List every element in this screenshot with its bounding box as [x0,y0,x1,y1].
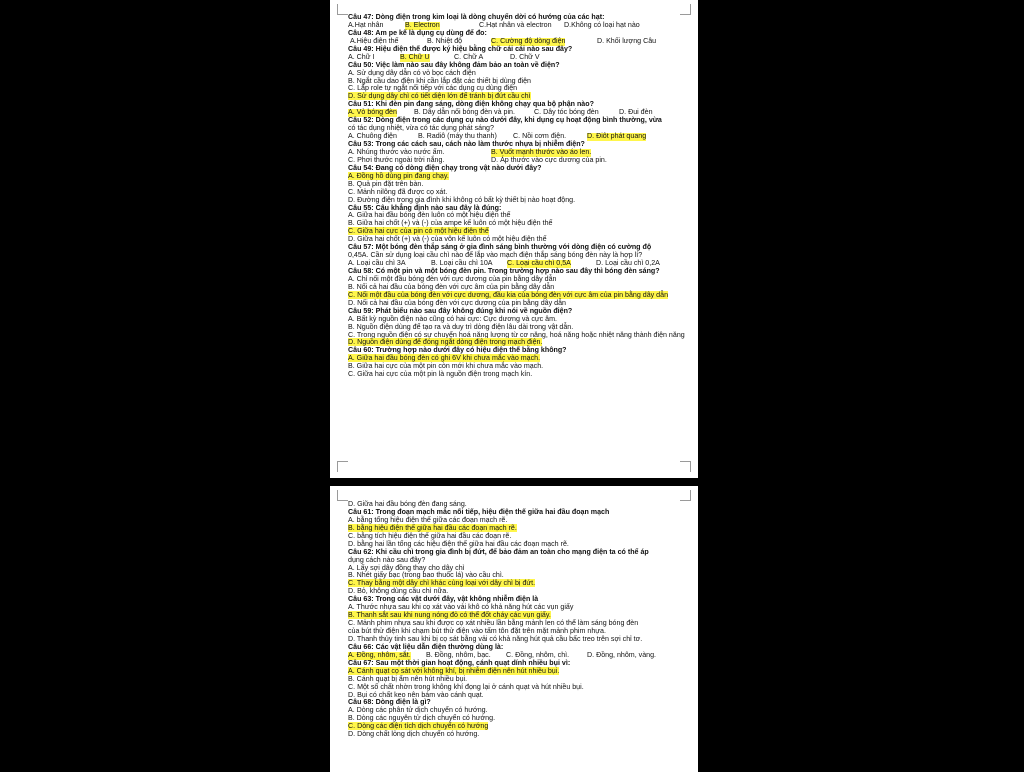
option-b: B. Nguồn điện dùng để tạo ra và duy trì dòng điện lâu dài trong vật dẫn. [348,322,574,331]
option-d: D. Khối lượng Câu [597,36,657,45]
option-b: B. Loại cầu chì 10A [431,259,493,268]
option-b: B. Giữa hai chốt (+) và (-) của ampe kế luôn có một hiệu điện thế [348,219,553,228]
question-53: Câu 53: Trong các cách sau, cách nào làm thước nhựa bị nhiễm điện? [348,140,585,148]
option-c: C. Lắp role tự ngắt nối tiếp với các dụng cụ dùng điện [348,84,518,93]
option-b: B. Giữa hai cực của một pin còn mới khi chưa mắc vào mạch. [348,362,544,371]
option-a: A. Sử dụng dây dẫn có vỏ bọc cách điện [348,68,476,77]
option-c: C. Chữ A [454,52,484,61]
question-49: Câu 49: Hiệu điện thế được ký hiệu bằng chữ cái cái nào sau đây? [348,44,573,53]
option-a: A. Dòng các phân tử dịch chuyển có hướng. [348,706,488,715]
document-page-2 [330,486,698,772]
crop-mark [337,461,348,472]
option-d: D. Đui đèn [619,108,653,117]
option-d: D. Dòng chất lỏng dịch chuyển có hướng. [348,730,480,739]
crop-mark [680,490,691,501]
option-c: C. Mảnh nilông đã được cọ xát. [348,187,448,196]
option-d: D.Không có loại hạt nào [564,20,640,29]
question-63: Câu 63: Trong các vật dưới đây, vật không nhiễm điện là [348,595,539,604]
option-a: A. Chỉ nối một đầu bóng đèn với cực dương của pin bằng dây dẫn [348,274,557,283]
question-51: Câu 51: Khi đèn pin đang sáng, dòng điện không chạy qua bộ phận nào? [348,100,594,109]
option-a: A.Hạt nhân [348,20,384,29]
option-c: C. Dây tóc bóng đèn [534,108,599,117]
option-b: B. Cánh quạt bị ẩm nên hút nhiều bụi. [348,674,468,683]
option-b: B. Ngắt cầu dao điện khi cần lắp đặt các thiết bị dùng điện [348,76,531,85]
option-a-answer: A. Đồng hồ dùng pin đang chạy. [348,171,449,180]
option-b: B. Quả pin đặt trên bàn. [348,179,424,188]
option-a-answer: A. Vỏ bóng đèn [348,108,397,117]
option-d: D. Giữa hai đầu bóng đèn đang sáng. [348,500,467,508]
option-a: A. Giữa hai đầu bóng đèn luôn có một hiệu điện thế [348,211,511,220]
option-c: C. Phơi thước ngoài trời nắng. [348,155,445,164]
option-b-answer: B. bằng hiệu điện thế giữa hai đầu các đoạn mạch rẽ. [348,523,517,532]
question-54: Câu 54: Đang có dòng điện chạy trong vật nào dưới đây? [348,163,542,172]
option-d: D. Đồng, nhôm, vàng. [587,650,657,659]
option-b-answer: B. Electron [405,20,440,29]
option-c-cont: của bút thử điện khi chạm bút thử điện vào tấm tôn đặt trên mặt mảnh phim nhựa. [348,627,606,635]
option-d-answer: D. Điôt phát quang [587,132,647,141]
option-d: D. Nối cả hai đầu của bóng đèn với cực dương của pin bằng dây dẫn [348,298,566,307]
option-c-answer: C. Nối một đầu của bóng đèn với cực dương, đầu kia của bóng đèn với cực âm của pin bằng dây dẫn [348,290,669,299]
option-c-answer: C. Cường độ dòng điện [491,36,566,45]
option-a: A. Lấy sợi dây đồng thay cho dây chì [348,563,465,572]
page-1-content [348,14,690,379]
crop-mark [337,4,348,15]
document-page-1 [330,0,698,478]
option-a-answer: A. Cánh quạt cọ sát với không khí, bị nhiễm điện nên hút nhiều bụi. [348,666,560,675]
option-c-answer: C. Dòng các điện tích dịch chuyển có hướng [348,722,489,731]
option-b: B. Radiô (máy thu thanh) [418,132,497,141]
option-d: D. Loại cầu chì 0,2A [596,259,660,268]
option-d-answer: D. Sử dụng dây chì có tiết diện lớn để tránh bị đứt cầu chì [348,92,531,101]
question-59: Câu 59: Phát biểu nào sau đây không đúng khi nói về nguồn điện? [348,306,573,315]
question-52: Câu 52: Dòng điện trong các dụng cụ nào dưới đây, khi dụng cụ hoạt động bình thường, vừa [348,116,662,125]
question-66: Câu 66: Các vật liệu dẫn điện thường dùng là: [348,642,504,651]
option-d: D. bằng hai lần tổng các hiệu điện thế giữa hai đầu các đoạn mạch rẽ. [348,539,569,548]
option-b-answer: B. Thanh sắt sau khi nung nóng đỏ có thể đốt cháy các vụn giấy. [348,611,551,620]
question-58: Câu 58: Có một pin và một bóng đèn pin. Trong trường hợp nào sau đây thì bóng đèn sáng? [348,267,660,275]
option-d: D. Đường điện trong gia đình khi không có bất kỳ thiết bị nào hoạt động. [348,195,576,204]
option-a: A.Hiệu điện thế [350,36,399,45]
option-b: B. Dây dẫn nối bóng đèn và pin. [414,108,515,117]
option-a: A. Thước nhựa sau khi cọ xát vào vải khô có khả năng hút các vụn giấy [348,603,574,612]
option-c: C. Nồi cơm điện. [513,132,567,141]
option-b-answer: B. Vuốt mạnh thước vào áo len. [491,147,592,156]
question-47: Câu 47: Dòng điện trong kim loại là dòng chuyển dời có hướng của các hạt: [348,13,605,21]
option-c: C.Hạt nhân và electron [479,20,552,29]
option-a: A. Chuông điện [348,132,397,141]
option-b: B. Dòng các nguyên tử dịch chuyển có hướng. [348,714,496,723]
question-55: Câu 55: Câu khẳng định nào sau đây là đúng: [348,203,502,212]
option-d: D. Giữa hai chốt (+) và (-) của vôn kế luôn có một hiệu điện thế [348,235,547,244]
page-2-content [348,501,690,739]
option-a: A. bằng tổng hiệu điện thế giữa các đoạn mạch rẽ. [348,515,508,524]
option-b: B. Nối cả hai đầu của bóng đèn với cực âm của pin bằng dây dẫn [348,282,555,291]
option-b-answer: B. Chữ U [400,52,430,61]
option-c-answer: C. Loại cầu chì 0,5A [507,259,571,268]
option-a: A. Nhúng thước vào nước ấm. [348,147,445,156]
question-57: Câu 57: Một bóng đèn thắp sáng ở gia đình sáng bình thường với dòng điện có cường độ [348,243,652,252]
question-48: Câu 48: Am pe kế là dụng cụ dùng để đo: [348,28,487,37]
option-a: A. Chữ I [348,52,375,61]
option-a: A. Bất kỳ nguồn điện nào cũng có hai cực: Cực dương và cực âm. [348,314,557,323]
crop-mark [680,461,691,472]
option-c: C. bằng tích hiệu điện thế giữa hai đầu các đoạn rẽ. [348,531,512,540]
option-d-answer: D. Nguồn điện dùng để đóng ngắt dòng điện trong mạch điện. [348,338,543,347]
question-57-cont: 0,45A. Cần sử dụng loại cầu chì nào để lắp vào mạch điện thắp sáng bóng đèn này là hợp lí? [348,251,643,260]
option-b: B. Đồng, nhôm, bạc. [426,650,491,659]
option-c: C. Trong nguồn điện có sự chuyển hoá năng lượng từ cơ năng, hoá năng hoặc nhiệt năng thành điện năng [348,330,685,339]
option-c: C. Một số chất nhờn trong không khí đọng lại ở cánh quạt và hút nhiều bụi. [348,682,584,691]
option-a-answer: A. Đồng, nhôm, sắt. [348,650,411,659]
question-60: Câu 60: Trường hợp nào dưới đây có hiệu điện thế bằng không? [348,346,567,355]
question-68: Câu 68: Dòng điện là gì? [348,698,431,707]
crop-mark [337,490,348,501]
option-b: B. Nhét giấy bạc (trong bao thuốc lá) vào cầu chì. [348,571,504,580]
option-d: D. Áp thước vào cực dương của pin. [491,155,607,164]
question-62-cont: dụng cách nào sau đây? [348,555,426,564]
option-a-answer: A. Giữa hai đầu bóng đèn có ghi 6V khi chưa mắc vào mạch. [348,354,541,363]
option-c-answer: C. Giữa hai cực của pin có một hiệu điện thế [348,227,489,236]
question-50: Câu 50: Việc làm nào sau đây không đảm bảo an toàn về điện? [348,60,560,69]
question-67: Câu 67: Sau một thời gian hoạt động, cánh quạt dính nhiều bụi vì: [348,658,571,667]
option-d: D. Bỏ, không dùng cầu chì nữa. [348,587,449,596]
option-d: D. Chữ V [510,52,540,61]
question-52-cont: có tác dụng nhiệt, vừa có tác dụng phát sáng? [348,124,494,133]
option-b: B. Nhiệt độ [427,36,463,45]
question-61: Câu 61: Trong đoạn mạch mắc nối tiếp, hiệu điện thế giữa hai đầu đoạn mạch [348,507,610,516]
option-a: A. Loại cầu chì 3A [348,259,406,268]
option-d: D. Thanh thủy tinh sau khi bị cọ sát bằng vải có khả năng hút quả cầu bấc treo trên sợi chỉ tơ. [348,634,643,643]
option-c-answer: C. Thay bằng một dây chì khác cùng loại với dây chì bị đứt. [348,579,536,588]
question-62: Câu 62: Khi cầu chì trong gia đình bị đứt, để bảo đảm an toàn cho mạng điện ta có thể áp [348,547,649,556]
option-d: D. Bụi có chất keo nên bám vào cánh quạt. [348,690,484,699]
option-c: C. Đồng, nhôm, chì. [506,650,570,659]
option-c: C. Giữa hai cực của một pin là nguồn điện trong mạch kín. [348,370,533,379]
option-c: C. Mảnh phim nhựa sau khi được cọ xát nhiều lần bằng mảnh len có thể làm sáng bóng đèn [348,619,639,628]
